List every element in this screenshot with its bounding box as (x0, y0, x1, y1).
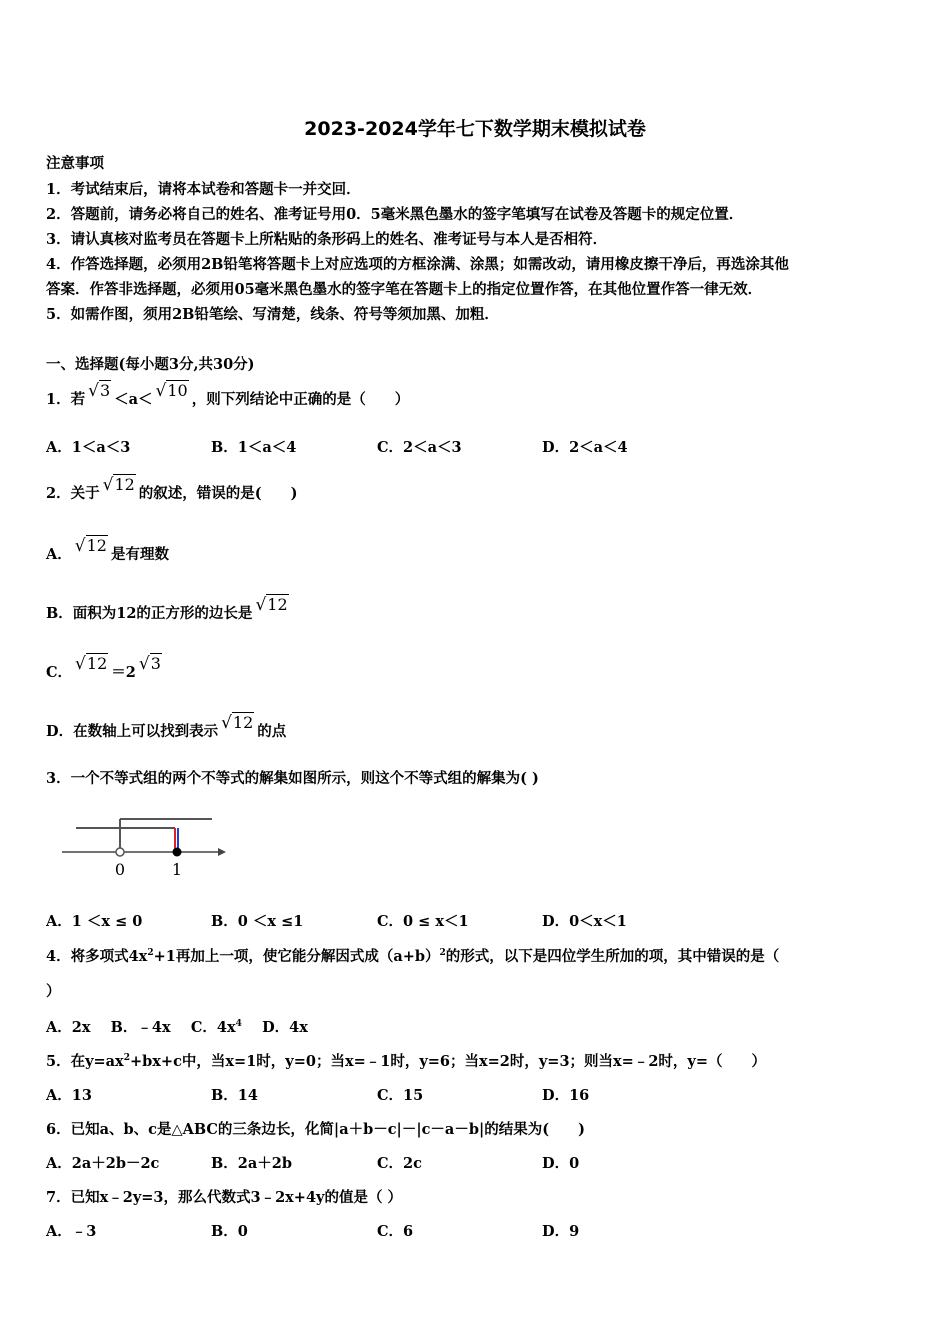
sqrt-10: √10 (155, 381, 188, 401)
option-text: B．面积为12的正方形的边长是 (46, 605, 253, 622)
sqrt-argument: 12 (86, 536, 107, 555)
q6-option-d: D．0 (542, 1155, 580, 1172)
note-item: 4．作答选择题，必须用2B铅笔将答题卡上对应选项的方框涂满、涂黑；如需改动，请用橡皮擦干净后，再选涂其他 (46, 256, 789, 273)
q5-option-c: C．15 (377, 1087, 424, 1104)
q3-option-b: B．0 ＜x ≤1 (211, 913, 304, 930)
sqrt-argument: 12 (232, 713, 254, 732)
sqrt-3: √3 (88, 381, 111, 401)
q1-option-a: A．1＜a＜3 (46, 439, 131, 456)
open-point-zero (116, 848, 124, 856)
q2-option-b (46, 595, 292, 623)
superscript: 2 (439, 948, 446, 959)
q2-option-c (46, 654, 165, 682)
q4-line-2: ） (46, 983, 61, 1000)
sqrt-argument: 12 (114, 475, 135, 494)
sqrt-12: √12 (102, 475, 135, 495)
notes-heading: 注意事项 (46, 155, 104, 172)
option-label: A． (46, 546, 72, 563)
q3-option-c: C．0 ≤ x＜1 (377, 913, 469, 930)
superscript: 2 (147, 948, 154, 959)
q1-option-c: C．2＜a＜3 (377, 439, 462, 456)
sqrt-12: √12 (75, 654, 108, 674)
sqrt-argument: 10 (167, 381, 188, 400)
q6-option-a: A．2a＋2b－2c (46, 1155, 160, 1172)
question-7: 7．已知x﹣2y=3，那么代数式3﹣2x+4y的值是（ ） (46, 1189, 403, 1206)
option-text: 的点 (257, 723, 287, 740)
axis-arrow (218, 848, 226, 856)
question-4 (46, 945, 779, 966)
q2-option-d (46, 713, 287, 741)
q1-option-b: B．1＜a＜4 (211, 439, 297, 456)
sqrt-12: √12 (74, 536, 107, 556)
q5-text: +bx+c中，当x=1时，y=0；当x=﹣1时，y=6；当x=2时，y=3；则当x=﹣2时，y=（ ） (129, 1053, 766, 1070)
question-1 (46, 381, 410, 409)
q4-text: +1再加上一项，使它能分解因式成（a+b） (153, 948, 440, 965)
note-item: 5．如需作图，须用2B铅笔绘、写清楚，线条、符号等须加黑、加粗． (46, 306, 499, 323)
q7-option-d: D．9 (542, 1223, 580, 1240)
tick-label-one: 1 (171, 860, 183, 879)
q2-option-a (46, 536, 169, 564)
q5-option-b: B．14 (211, 1087, 258, 1104)
q2-prefix: 2．关于 (46, 485, 100, 502)
q1-option-d: D．2＜a＜4 (542, 439, 628, 456)
sqrt-12: √12 (255, 595, 288, 615)
tick-label-zero: 0 (114, 860, 126, 879)
q4-options (46, 1016, 308, 1037)
question-3: 3．一个不等式组的两个不等式的解集如图所示，则这个不等式组的解集为( ) (46, 770, 539, 787)
q7-option-c: C．6 (377, 1223, 414, 1240)
q4-text: 4．将多项式4x (46, 948, 148, 965)
q6-option-b: B．2a＋2b (211, 1155, 292, 1172)
q1-suffix: ，则下列结论中正确的是（ ） (191, 391, 410, 408)
superscript: 2 (123, 1053, 130, 1064)
option-text: D．在数轴上可以找到表示 (46, 723, 219, 740)
q3-option-d: D．0＜x＜1 (542, 913, 627, 930)
question-2 (46, 475, 298, 503)
q2-suffix: 的叙述，错误的是( ) (138, 485, 298, 502)
sqrt-argument: 3 (150, 654, 161, 673)
q5-option-d: D．16 (542, 1087, 590, 1104)
note-item: 1．考试结束后，请将本试卷和答题卡一并交回． (46, 181, 361, 198)
question-6: 6．已知a、b、c是△ABC的三条边长，化简|a＋b－c|－|c－a－b|的结果为( ) (46, 1121, 585, 1138)
q7-option-b: B．0 (211, 1223, 248, 1240)
note-item: 答案．作答非选择题，必须用05毫米黑色墨水的签字笔在答题卡上的指定位置作答，在其他位置作答一律无效． (46, 281, 763, 298)
q7-option-a: A．﹣3 (46, 1223, 97, 1240)
q6-option-c: C．2c (377, 1155, 422, 1172)
option-label: C． (46, 664, 73, 681)
superscript: 4 (235, 1019, 242, 1030)
note-item: 3．请认真核对监考员在答题卡上所粘贴的条形码上的姓名、准考证号与本人是否相符． (46, 231, 608, 248)
q1-middle: ＜a＜ (114, 391, 153, 408)
closed-point-one (173, 848, 182, 857)
q5-text: 5．在y=ax (46, 1053, 124, 1070)
question-5 (46, 1050, 766, 1071)
q4-options-text: A．2x B．﹣4x C．4x (46, 1019, 236, 1036)
number-line-figure (60, 812, 230, 880)
sqrt-12: √12 (221, 713, 254, 733)
sqrt-argument: 12 (86, 654, 108, 673)
sqrt-argument: 12 (267, 595, 288, 614)
q3-option-a: A．1 ＜x ≤ 0 (46, 913, 143, 930)
q4-text: 的形式，以下是四位学生所加的项，其中错误的是（ (445, 948, 780, 965)
q5-option-a: A．13 (46, 1087, 92, 1104)
q1-prefix: 1．若 (46, 391, 86, 408)
section-heading: 一、选择题(每小题3分,共30分) (46, 356, 255, 373)
note-item: 2．答题前，请务必将自己的姓名、准考证号用0．5毫米黑色墨水的签字笔填写在试卷及答题卡的规定位置． (46, 206, 744, 223)
sqrt-argument: 3 (99, 381, 111, 400)
option-text: 是有理数 (110, 546, 169, 563)
page-title: 2023-2024学年七下数学期末模拟试卷 (304, 118, 646, 140)
sqrt-3: √3 (138, 654, 161, 674)
q4-options-text: D．4x (241, 1019, 308, 1036)
option-text: ＝2 (111, 664, 136, 681)
